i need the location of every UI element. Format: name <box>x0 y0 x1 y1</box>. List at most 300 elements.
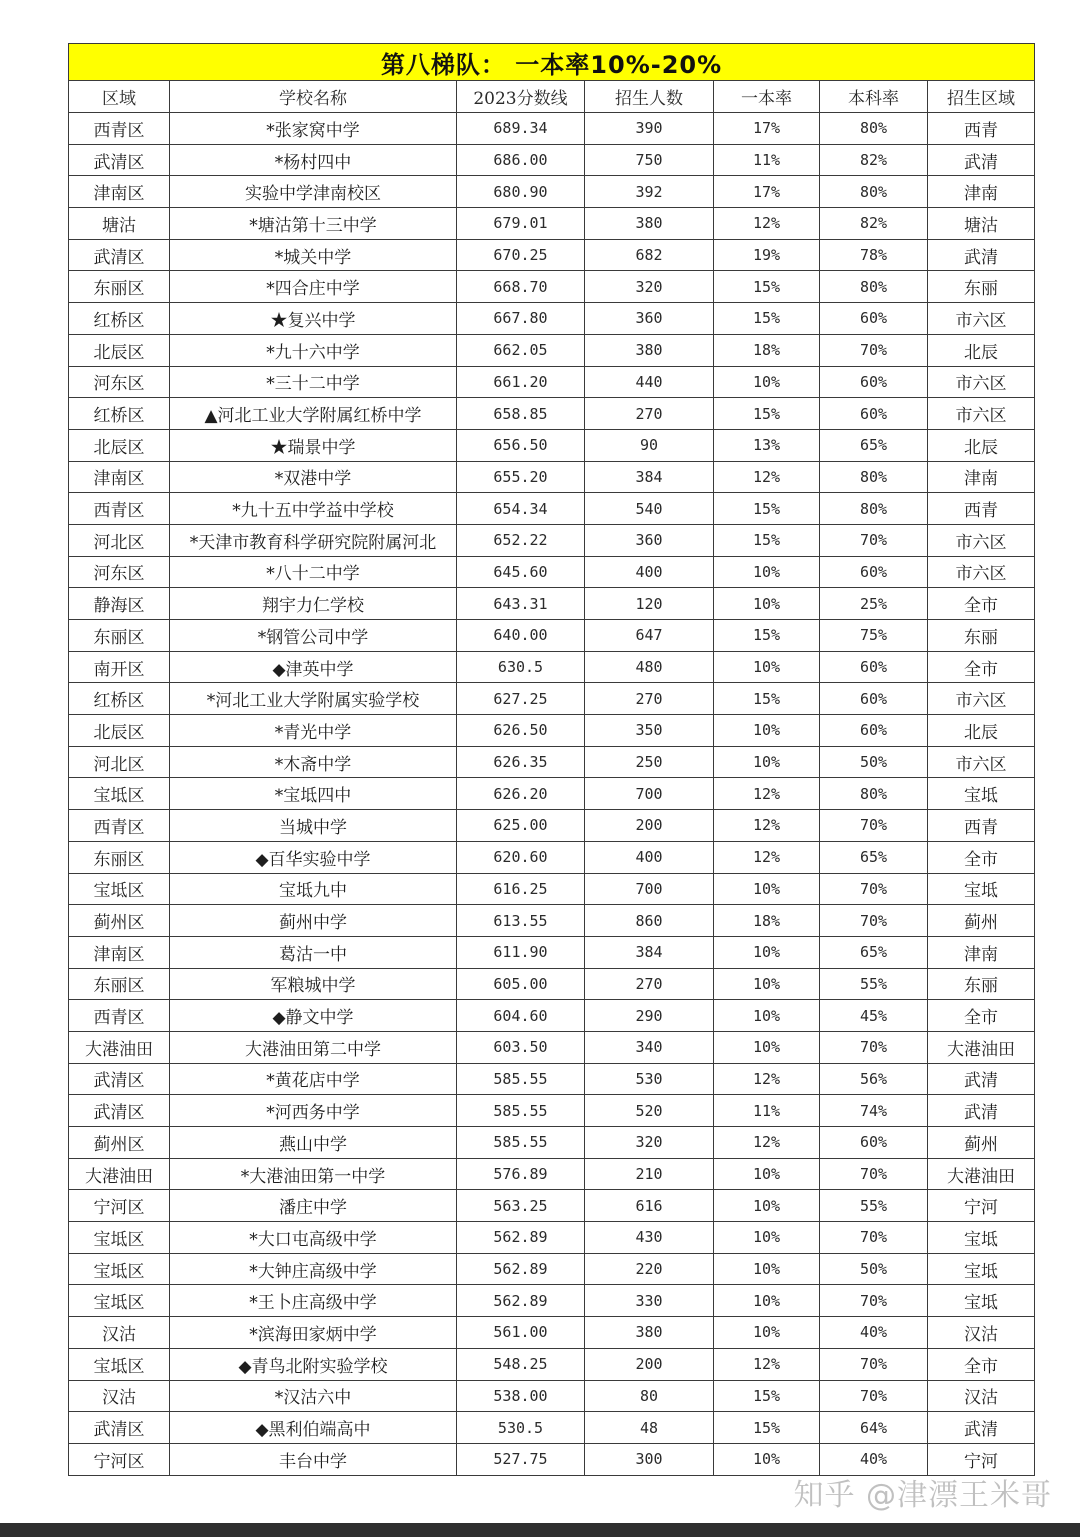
cutoff-score-cell: 667.80 <box>457 303 585 335</box>
enrollment-cell: 530 <box>585 1063 714 1095</box>
cutoff-score-cell: 576.89 <box>457 1158 585 1190</box>
cutoff-score-cell: 548.25 <box>457 1348 585 1380</box>
undergrad-rate-cell: 65% <box>820 936 928 968</box>
cutoff-score-cell: 680.90 <box>457 176 585 208</box>
undergrad-rate-cell: 82% <box>820 208 928 240</box>
table-row <box>69 841 1035 873</box>
cutoff-score-cell: 652.22 <box>457 524 585 556</box>
enrollment-area-cell: 蓟州 <box>928 905 1035 937</box>
table-row <box>69 1063 1035 1095</box>
school-name-cell: ★瑞景中学 <box>170 429 457 461</box>
district-cell: 东丽区 <box>69 841 170 873</box>
cutoff-score-cell: 604.60 <box>457 1000 585 1032</box>
enrollment-area-cell: 大港油田 <box>928 1031 1035 1063</box>
enrollment-cell: 360 <box>585 524 714 556</box>
school-name-cell: *张家窝中学 <box>170 113 457 145</box>
enrollment-area-cell: 宁河 <box>928 1190 1035 1222</box>
undergrad-rate-cell: 80% <box>820 493 928 525</box>
table-row <box>69 1158 1035 1190</box>
school-name-cell: *城关中学 <box>170 239 457 271</box>
cutoff-score-cell: 585.55 <box>457 1127 585 1159</box>
enrollment-area-cell: 蓟州 <box>928 1127 1035 1159</box>
enrollment-cell: 520 <box>585 1095 714 1127</box>
district-cell: 河东区 <box>69 366 170 398</box>
tier1-rate-cell: 10% <box>714 1222 820 1254</box>
table-row <box>69 461 1035 493</box>
school-name-cell: ▲河北工业大学附属红桥中学 <box>170 398 457 430</box>
school-name-cell: 潘庄中学 <box>170 1190 457 1222</box>
enrollment-cell: 860 <box>585 905 714 937</box>
school-name-cell: ◆黑利伯端高中 <box>170 1412 457 1444</box>
school-name-cell: *滨海田家炳中学 <box>170 1317 457 1349</box>
table-row <box>69 271 1035 303</box>
enrollment-area-cell: 市六区 <box>928 556 1035 588</box>
district-cell: 宝坻区 <box>69 778 170 810</box>
undergrad-rate-cell: 80% <box>820 461 928 493</box>
district-cell: 东丽区 <box>69 271 170 303</box>
table-row <box>69 113 1035 145</box>
enrollment-area-cell: 大港油田 <box>928 1158 1035 1190</box>
district-cell: 宝坻区 <box>69 873 170 905</box>
table-row <box>69 239 1035 271</box>
undergrad-rate-cell: 78% <box>820 239 928 271</box>
undergrad-rate-cell: 75% <box>820 620 928 652</box>
school-name-cell: 实验中学津南校区 <box>170 176 457 208</box>
enrollment-area-cell: 全市 <box>928 1348 1035 1380</box>
undergrad-rate-cell: 60% <box>820 556 928 588</box>
enrollment-area-cell: 市六区 <box>928 366 1035 398</box>
district-cell: 红桥区 <box>69 398 170 430</box>
table-row <box>69 651 1035 683</box>
cutoff-score-cell: 626.20 <box>457 778 585 810</box>
school-name-cell: *九十五中学益中学校 <box>170 493 457 525</box>
enrollment-area-cell: 津南 <box>928 461 1035 493</box>
district-cell: 北辰区 <box>69 715 170 747</box>
district-cell: 津南区 <box>69 176 170 208</box>
enrollment-area-cell: 武清 <box>928 239 1035 271</box>
cutoff-score-cell: 538.00 <box>457 1380 585 1412</box>
enrollment-cell: 200 <box>585 810 714 842</box>
school-name-cell: 蓟州中学 <box>170 905 457 937</box>
cutoff-score-cell: 527.75 <box>457 1443 585 1475</box>
cutoff-score-cell: 640.00 <box>457 620 585 652</box>
district-cell: 西青区 <box>69 493 170 525</box>
school-name-cell: 丰台中学 <box>170 1443 457 1475</box>
undergrad-rate-cell: 80% <box>820 778 928 810</box>
school-name-cell: 宝坻九中 <box>170 873 457 905</box>
table-row <box>69 588 1035 620</box>
tier1-rate-cell: 11% <box>714 144 820 176</box>
tier1-rate-cell: 10% <box>714 366 820 398</box>
enrollment-cell: 220 <box>585 1253 714 1285</box>
enrollment-area-cell: 武清 <box>928 144 1035 176</box>
undergrad-rate-cell: 70% <box>820 334 928 366</box>
cutoff-score-cell: 630.5 <box>457 651 585 683</box>
header-cutoff-score: 2023分数线 <box>457 81 585 113</box>
tier1-rate-cell: 12% <box>714 841 820 873</box>
school-name-cell: 葛沽一中 <box>170 936 457 968</box>
district-cell: 宁河区 <box>69 1190 170 1222</box>
enrollment-cell: 616 <box>585 1190 714 1222</box>
enrollment-area-cell: 汉沽 <box>928 1380 1035 1412</box>
tier1-rate-cell: 10% <box>714 1031 820 1063</box>
cutoff-score-cell: 620.60 <box>457 841 585 873</box>
tier1-rate-cell: 15% <box>714 1412 820 1444</box>
enrollment-area-cell: 西青 <box>928 810 1035 842</box>
table-row <box>69 778 1035 810</box>
undergrad-rate-cell: 60% <box>820 651 928 683</box>
district-cell: 西青区 <box>69 113 170 145</box>
enrollment-area-cell: 北辰 <box>928 715 1035 747</box>
tier1-rate-cell: 18% <box>714 334 820 366</box>
enrollment-area-cell: 西青 <box>928 113 1035 145</box>
watermark: 知乎 @津漂王米哥 <box>793 1478 1052 1513</box>
school-name-cell: *汉沽六中 <box>170 1380 457 1412</box>
enrollment-cell: 80 <box>585 1380 714 1412</box>
cutoff-score-cell: 616.25 <box>457 873 585 905</box>
enrollment-cell: 250 <box>585 746 714 778</box>
district-cell: 西青区 <box>69 810 170 842</box>
table-row <box>69 303 1035 335</box>
tier1-rate-cell: 12% <box>714 1348 820 1380</box>
enrollment-cell: 320 <box>585 1127 714 1159</box>
district-cell: 大港油田 <box>69 1158 170 1190</box>
bottom-bar <box>0 1523 1080 1537</box>
cutoff-score-cell: 625.00 <box>457 810 585 842</box>
school-name-cell: *四合庄中学 <box>170 271 457 303</box>
tier1-rate-cell: 10% <box>714 1158 820 1190</box>
cutoff-score-cell: 627.25 <box>457 683 585 715</box>
school-name-cell: *九十六中学 <box>170 334 457 366</box>
enrollment-area-cell: 宝坻 <box>928 778 1035 810</box>
enrollment-cell: 120 <box>585 588 714 620</box>
district-cell: 武清区 <box>69 239 170 271</box>
enrollment-cell: 700 <box>585 873 714 905</box>
undergrad-rate-cell: 70% <box>820 1222 928 1254</box>
district-cell: 宁河区 <box>69 1443 170 1475</box>
district-cell: 东丽区 <box>69 620 170 652</box>
cutoff-score-cell: 645.60 <box>457 556 585 588</box>
enrollment-area-cell: 北辰 <box>928 429 1035 461</box>
cutoff-score-cell: 605.00 <box>457 968 585 1000</box>
enrollment-area-cell: 宝坻 <box>928 1222 1035 1254</box>
undergrad-rate-cell: 74% <box>820 1095 928 1127</box>
district-cell: 武清区 <box>69 1063 170 1095</box>
cutoff-score-cell: 662.05 <box>457 334 585 366</box>
cutoff-score-cell: 626.35 <box>457 746 585 778</box>
district-cell: 宝坻区 <box>69 1285 170 1317</box>
undergrad-rate-cell: 80% <box>820 271 928 303</box>
undergrad-rate-cell: 55% <box>820 1190 928 1222</box>
table-row <box>69 524 1035 556</box>
undergrad-rate-cell: 70% <box>820 1285 928 1317</box>
enrollment-area-cell: 汉沽 <box>928 1317 1035 1349</box>
district-cell: 津南区 <box>69 936 170 968</box>
school-name-cell: *河北工业大学附属实验学校 <box>170 683 457 715</box>
school-name-cell: ◆百华实验中学 <box>170 841 457 873</box>
district-cell: 汉沽 <box>69 1317 170 1349</box>
cutoff-score-cell: 668.70 <box>457 271 585 303</box>
enrollment-area-cell: 武清 <box>928 1063 1035 1095</box>
tier1-rate-cell: 10% <box>714 588 820 620</box>
cutoff-score-cell: 689.34 <box>457 113 585 145</box>
enrollment-area-cell: 全市 <box>928 651 1035 683</box>
table-row <box>69 1317 1035 1349</box>
undergrad-rate-cell: 56% <box>820 1063 928 1095</box>
district-cell: 北辰区 <box>69 429 170 461</box>
enrollment-cell: 290 <box>585 1000 714 1032</box>
undergrad-rate-cell: 50% <box>820 1253 928 1285</box>
undergrad-rate-cell: 60% <box>820 1127 928 1159</box>
school-ranking-table <box>68 43 1035 1476</box>
table-row <box>69 746 1035 778</box>
cutoff-score-cell: 561.00 <box>457 1317 585 1349</box>
enrollment-cell: 384 <box>585 936 714 968</box>
cutoff-score-cell: 626.50 <box>457 715 585 747</box>
cutoff-score-cell: 643.31 <box>457 588 585 620</box>
district-cell: 河东区 <box>69 556 170 588</box>
school-name-cell: *三十二中学 <box>170 366 457 398</box>
enrollment-area-cell: 市六区 <box>928 524 1035 556</box>
enrollment-cell: 330 <box>585 1285 714 1317</box>
undergrad-rate-cell: 70% <box>820 810 928 842</box>
cutoff-score-cell: 670.25 <box>457 239 585 271</box>
table-row <box>69 1412 1035 1444</box>
undergrad-rate-cell: 60% <box>820 715 928 747</box>
enrollment-area-cell: 全市 <box>928 1000 1035 1032</box>
table-row <box>69 334 1035 366</box>
district-cell: 汉沽 <box>69 1380 170 1412</box>
undergrad-rate-cell: 65% <box>820 841 928 873</box>
tier1-rate-cell: 15% <box>714 683 820 715</box>
enrollment-cell: 90 <box>585 429 714 461</box>
table-row <box>69 968 1035 1000</box>
table-row <box>69 1000 1035 1032</box>
district-cell: 河北区 <box>69 524 170 556</box>
cutoff-score-cell: 603.50 <box>457 1031 585 1063</box>
district-cell: 武清区 <box>69 1095 170 1127</box>
enrollment-cell: 440 <box>585 366 714 398</box>
enrollment-cell: 300 <box>585 1443 714 1475</box>
table-row <box>69 176 1035 208</box>
tier1-rate-cell: 10% <box>714 715 820 747</box>
district-cell: 大港油田 <box>69 1031 170 1063</box>
school-name-cell: *八十二中学 <box>170 556 457 588</box>
cutoff-score-cell: 562.89 <box>457 1285 585 1317</box>
school-name-cell: *青光中学 <box>170 715 457 747</box>
tier1-rate-cell: 11% <box>714 1095 820 1127</box>
school-name-cell: 燕山中学 <box>170 1127 457 1159</box>
undergrad-rate-cell: 80% <box>820 113 928 145</box>
enrollment-area-cell: 宝坻 <box>928 1253 1035 1285</box>
enrollment-cell: 750 <box>585 144 714 176</box>
undergrad-rate-cell: 45% <box>820 1000 928 1032</box>
school-name-cell: ◆津英中学 <box>170 651 457 683</box>
enrollment-area-cell: 全市 <box>928 588 1035 620</box>
cutoff-score-cell: 562.89 <box>457 1222 585 1254</box>
enrollment-cell: 360 <box>585 303 714 335</box>
district-cell: 蓟州区 <box>69 905 170 937</box>
tier1-rate-cell: 13% <box>714 429 820 461</box>
school-name-cell: *大港油田第一中学 <box>170 1158 457 1190</box>
school-name-cell: 当城中学 <box>170 810 457 842</box>
enrollment-area-cell: 全市 <box>928 841 1035 873</box>
tier1-rate-cell: 10% <box>714 1190 820 1222</box>
header-district: 区域 <box>69 81 170 113</box>
undergrad-rate-cell: 82% <box>820 144 928 176</box>
table-row <box>69 810 1035 842</box>
undergrad-rate-cell: 70% <box>820 524 928 556</box>
enrollment-cell: 400 <box>585 556 714 588</box>
tier1-rate-cell: 10% <box>714 873 820 905</box>
tier1-rate-cell: 12% <box>714 1063 820 1095</box>
school-name-cell: *河西务中学 <box>170 1095 457 1127</box>
district-cell: 河北区 <box>69 746 170 778</box>
table-title: 第八梯队： 一本率10%-20% <box>69 44 1035 81</box>
table-row <box>69 556 1035 588</box>
enrollment-cell: 682 <box>585 239 714 271</box>
tier1-rate-cell: 15% <box>714 524 820 556</box>
enrollment-area-cell: 北辰 <box>928 334 1035 366</box>
header-school-name: 学校名称 <box>170 81 457 113</box>
cutoff-score-cell: 611.90 <box>457 936 585 968</box>
tier1-rate-cell: 12% <box>714 1127 820 1159</box>
enrollment-area-cell: 武清 <box>928 1095 1035 1127</box>
enrollment-area-cell: 市六区 <box>928 746 1035 778</box>
district-cell: 武清区 <box>69 1412 170 1444</box>
undergrad-rate-cell: 64% <box>820 1412 928 1444</box>
enrollment-cell: 400 <box>585 841 714 873</box>
school-name-cell: ◆静文中学 <box>170 1000 457 1032</box>
enrollment-cell: 210 <box>585 1158 714 1190</box>
enrollment-cell: 392 <box>585 176 714 208</box>
school-name-cell: *钢管公司中学 <box>170 620 457 652</box>
enrollment-area-cell: 市六区 <box>928 398 1035 430</box>
cutoff-score-cell: 654.34 <box>457 493 585 525</box>
district-cell: 宝坻区 <box>69 1253 170 1285</box>
table-row <box>69 620 1035 652</box>
school-name-cell: 军粮城中学 <box>170 968 457 1000</box>
tier1-rate-cell: 10% <box>714 936 820 968</box>
cutoff-score-cell: 658.85 <box>457 398 585 430</box>
cutoff-score-cell: 613.55 <box>457 905 585 937</box>
district-cell: 红桥区 <box>69 683 170 715</box>
enrollment-cell: 270 <box>585 683 714 715</box>
enrollment-cell: 380 <box>585 1317 714 1349</box>
tier1-rate-cell: 17% <box>714 176 820 208</box>
cutoff-score-cell: 686.00 <box>457 144 585 176</box>
table-row <box>69 1348 1035 1380</box>
enrollment-area-cell: 东丽 <box>928 968 1035 1000</box>
cutoff-score-cell: 679.01 <box>457 208 585 240</box>
undergrad-rate-cell: 60% <box>820 303 928 335</box>
table-row <box>69 1222 1035 1254</box>
cutoff-score-cell: 530.5 <box>457 1412 585 1444</box>
table-row <box>69 144 1035 176</box>
table-row <box>69 1031 1035 1063</box>
table-row <box>69 905 1035 937</box>
header-tier1-rate: 一本率 <box>714 81 820 113</box>
tier1-rate-cell: 12% <box>714 461 820 493</box>
district-cell: 武清区 <box>69 144 170 176</box>
tier1-rate-cell: 15% <box>714 1380 820 1412</box>
table-row <box>69 429 1035 461</box>
enrollment-cell: 390 <box>585 113 714 145</box>
enrollment-area-cell: 宝坻 <box>928 1285 1035 1317</box>
enrollment-cell: 320 <box>585 271 714 303</box>
enrollment-cell: 430 <box>585 1222 714 1254</box>
enrollment-cell: 700 <box>585 778 714 810</box>
district-cell: 津南区 <box>69 461 170 493</box>
table-row <box>69 715 1035 747</box>
tier1-rate-cell: 15% <box>714 620 820 652</box>
tier1-rate-cell: 15% <box>714 303 820 335</box>
header-row <box>69 81 1035 113</box>
tier1-rate-cell: 12% <box>714 810 820 842</box>
undergrad-rate-cell: 25% <box>820 588 928 620</box>
undergrad-rate-cell: 60% <box>820 683 928 715</box>
header-undergrad-rate: 本科率 <box>820 81 928 113</box>
district-cell: 西青区 <box>69 1000 170 1032</box>
undergrad-rate-cell: 60% <box>820 366 928 398</box>
enrollment-cell: 647 <box>585 620 714 652</box>
table-row <box>69 1380 1035 1412</box>
tier1-rate-cell: 12% <box>714 778 820 810</box>
tier1-rate-cell: 12% <box>714 208 820 240</box>
undergrad-rate-cell: 65% <box>820 429 928 461</box>
enrollment-cell: 350 <box>585 715 714 747</box>
enrollment-area-cell: 东丽 <box>928 271 1035 303</box>
enrollment-area-cell: 市六区 <box>928 683 1035 715</box>
school-name-cell: ◆青鸟北附实验学校 <box>170 1348 457 1380</box>
district-cell: 东丽区 <box>69 968 170 1000</box>
tier1-rate-cell: 10% <box>714 1317 820 1349</box>
cutoff-score-cell: 562.89 <box>457 1253 585 1285</box>
school-name-cell: *王卜庄高级中学 <box>170 1285 457 1317</box>
tier1-rate-cell: 17% <box>714 113 820 145</box>
school-name-cell: 大港油田第二中学 <box>170 1031 457 1063</box>
district-cell: 北辰区 <box>69 334 170 366</box>
school-name-cell: *大口屯高级中学 <box>170 1222 457 1254</box>
table-row <box>69 493 1035 525</box>
enrollment-cell: 540 <box>585 493 714 525</box>
undergrad-rate-cell: 80% <box>820 176 928 208</box>
header-enrollment-area: 招生区域 <box>928 81 1035 113</box>
school-name-cell: *木斋中学 <box>170 746 457 778</box>
cutoff-score-cell: 585.55 <box>457 1063 585 1095</box>
district-cell: 红桥区 <box>69 303 170 335</box>
enrollment-cell: 270 <box>585 398 714 430</box>
school-name-cell: *黄花店中学 <box>170 1063 457 1095</box>
school-name-cell: *双港中学 <box>170 461 457 493</box>
school-name-cell: *天津市教育科学研究院附属河北 <box>170 524 457 556</box>
cutoff-score-cell: 655.20 <box>457 461 585 493</box>
table-row <box>69 1285 1035 1317</box>
undergrad-rate-cell: 70% <box>820 1031 928 1063</box>
enrollment-cell: 380 <box>585 334 714 366</box>
enrollment-cell: 340 <box>585 1031 714 1063</box>
enrollment-cell: 200 <box>585 1348 714 1380</box>
tier1-rate-cell: 10% <box>714 968 820 1000</box>
district-cell: 宝坻区 <box>69 1222 170 1254</box>
table-row <box>69 683 1035 715</box>
undergrad-rate-cell: 70% <box>820 1158 928 1190</box>
undergrad-rate-cell: 70% <box>820 1380 928 1412</box>
tier1-rate-cell: 15% <box>714 271 820 303</box>
undergrad-rate-cell: 55% <box>820 968 928 1000</box>
school-name-cell: *杨村四中 <box>170 144 457 176</box>
school-name-cell: ★复兴中学 <box>170 303 457 335</box>
